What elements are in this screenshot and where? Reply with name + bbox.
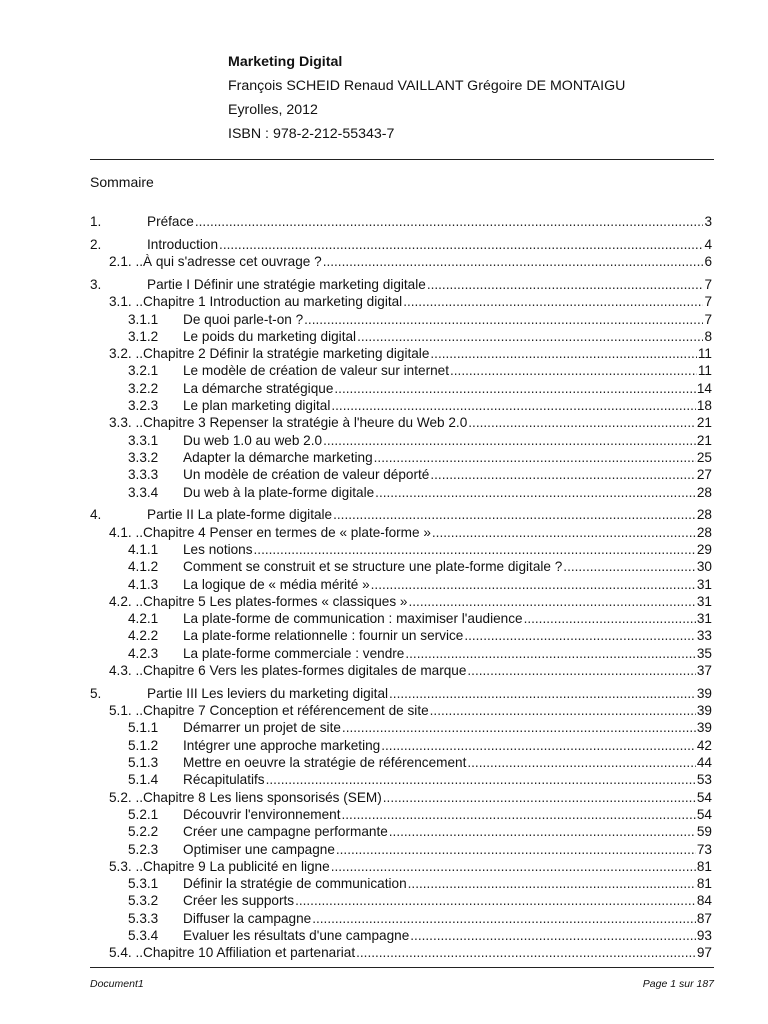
- toc-entry-label: La plate-forme relationnelle : fournir un service: [183, 628, 464, 644]
- toc-entry-number: 3.3.1: [128, 432, 159, 448]
- toc-leader-dots: [464, 627, 696, 644]
- toc-entry-number: 3.2.2: [128, 380, 159, 396]
- toc-entry-number: 5.1. ..: [109, 703, 144, 719]
- toc-entry-page: 54: [696, 789, 712, 805]
- book-authors: François SCHEID Renaud VAILLANT Grégoire DE MONTAIGU: [228, 78, 626, 94]
- toc-entry[interactable]: [128, 754, 712, 771]
- toc-entry-page: 14: [696, 380, 712, 396]
- toc-entry[interactable]: [109, 789, 712, 806]
- toc-entry-number: 4.2.3: [128, 645, 159, 661]
- sommaire-heading: Sommaire: [90, 174, 154, 190]
- toc-entry[interactable]: [109, 944, 712, 961]
- toc-entry[interactable]: [128, 610, 712, 627]
- toc-entry[interactable]: [109, 414, 712, 431]
- toc-entry-page: 30: [696, 559, 712, 575]
- toc-entry-label: Créer une campagne performante: [183, 824, 388, 840]
- book-publisher: Eyrolles, 2012: [228, 102, 318, 118]
- toc-leader-dots: [304, 311, 703, 328]
- footer-page-number: Page 1 sur 187: [642, 978, 714, 990]
- toc-leader-dots: [430, 466, 696, 483]
- toc-leader-dots: [467, 754, 696, 771]
- toc-entry-label: Diffuser la campagne: [183, 910, 312, 926]
- toc-entry-label: Définir la stratégie de communication: [183, 876, 407, 892]
- toc-entry-page: 31: [696, 611, 712, 627]
- toc-entry-page: 53: [696, 772, 712, 788]
- toc-entry-number: 5.1.3: [128, 755, 159, 770]
- toc-entry-label: Préface: [147, 214, 194, 229]
- toc-entry[interactable]: [90, 276, 712, 293]
- toc-entry-number: 5.1.4: [128, 772, 159, 788]
- toc-entry[interactable]: [109, 253, 712, 270]
- toc-entry-number: 3.3.2: [128, 449, 159, 465]
- toc-entry-number: 2.1. ..: [109, 254, 144, 270]
- toc-leader-dots: [432, 524, 696, 541]
- toc-entry-number: 5.3.2: [128, 893, 159, 909]
- toc-leader-dots: [467, 662, 695, 679]
- toc-entry-number: 3.3.3: [128, 467, 159, 483]
- toc-entry[interactable]: [128, 432, 712, 449]
- toc-entry-label: Les notions: [183, 541, 253, 557]
- toc-leader-dots: [403, 293, 703, 310]
- toc-entry-page: 6: [704, 254, 712, 270]
- toc-entry-number: 1.: [90, 214, 102, 229]
- toc-entry[interactable]: [128, 328, 712, 345]
- toc-leader-dots: [524, 610, 696, 627]
- toc-entry[interactable]: [128, 910, 712, 927]
- toc-entry-page: 21: [696, 432, 712, 448]
- toc-entry-label: Chapitre 6 Vers les plates-formes digitales de marque: [143, 663, 467, 678]
- toc-entry-number: 3.1. ..: [109, 294, 144, 310]
- toc-entry[interactable]: [128, 737, 712, 754]
- toc-entry-page: 81: [696, 876, 712, 892]
- toc-leader-dots: [383, 789, 696, 806]
- toc-entry[interactable]: [128, 362, 712, 379]
- toc-entry-page: 28: [696, 484, 712, 500]
- toc-entry-page: 27: [696, 467, 712, 483]
- toc-leader-dots: [331, 397, 696, 414]
- book-isbn: ISBN : 978-2-212-55343-7: [228, 126, 395, 142]
- toc-entry-page: 81: [696, 858, 712, 874]
- toc-entry-label: Optimiser une campagne: [183, 841, 335, 857]
- toc-entry-label: Introduction: [147, 236, 219, 252]
- toc-entry-label: Partie II La plate-forme digitale: [147, 507, 333, 523]
- toc-leader-dots: [450, 362, 697, 379]
- toc-entry-number: 3.2. ..: [109, 346, 144, 362]
- toc-entry-label: Chapitre 5 Les plates-formes « classiques »: [143, 593, 408, 609]
- toc-entry-label: À qui s'adresse cet ouvrage ?: [143, 254, 322, 270]
- toc-entry-number: 3.3.4: [128, 484, 159, 500]
- toc-leader-dots: [342, 719, 696, 736]
- toc-leader-dots: [389, 685, 696, 702]
- toc-entry-page: 31: [696, 576, 712, 592]
- toc-entry-number: 4.1. ..: [109, 524, 144, 540]
- toc-entry-label: Démarrer un projet de site: [183, 720, 341, 736]
- toc-entry-number: 4.1.1: [128, 541, 159, 557]
- toc-entry-number: 5.1.2: [128, 737, 159, 753]
- toc-entry[interactable]: [128, 541, 712, 558]
- toc-entry-label: Du web à la plate-forme digitale: [183, 484, 375, 500]
- toc-entry-label: Chapitre 10 Affiliation et partenariat: [143, 945, 356, 961]
- toc-entry-label: Le modèle de création de valeur sur internet: [183, 363, 449, 379]
- toc-entry-label: Du web 1.0 au web 2.0: [183, 432, 323, 448]
- toc-entry-number: 4.2. ..: [109, 593, 144, 609]
- toc-entry-number: 5.1.1: [128, 720, 159, 736]
- toc-entry-page: 11: [697, 363, 712, 379]
- toc-entry[interactable]: [128, 576, 712, 593]
- toc-entry-label: Partie III Les leviers du marketing digital: [147, 685, 389, 701]
- toc-entry[interactable]: [128, 645, 712, 662]
- toc-entry-number: 3.1.2: [128, 328, 159, 344]
- toc-entry-number: 3.2.3: [128, 398, 159, 413]
- toc-entry-label: De quoi parle-t-on ?: [183, 311, 304, 327]
- toc-entry-label: La plate-forme de communication : maximiser l'audience: [183, 611, 523, 627]
- toc-entry[interactable]: [128, 627, 712, 644]
- toc-leader-dots: [323, 253, 704, 270]
- toc-entry-number: 5.3. ..: [109, 858, 144, 874]
- toc-entry-page: 37: [696, 663, 712, 678]
- toc-leader-dots: [371, 576, 696, 593]
- toc-entry[interactable]: [128, 719, 712, 736]
- toc-entry-label: Chapitre 3 Repenser la stratégie à l'heure du Web 2.0: [143, 415, 468, 431]
- toc-leader-dots: [333, 506, 696, 523]
- toc-entry-page: 42: [696, 737, 712, 753]
- toc-leader-dots: [410, 927, 696, 944]
- toc-entry[interactable]: [128, 927, 712, 944]
- toc-leader-dots: [374, 449, 696, 466]
- toc-leader-dots: [430, 345, 696, 362]
- toc-entry-page: 11: [697, 346, 712, 362]
- toc-entry-number: 5.4. ..: [109, 945, 144, 961]
- toc-entry-page: 84: [696, 893, 712, 909]
- toc-entry[interactable]: [128, 771, 712, 788]
- toc-leader-dots: [219, 236, 703, 253]
- toc-entry[interactable]: [128, 380, 712, 397]
- toc-entry-label: Intégrer une approche marketing: [183, 737, 381, 753]
- toc-entry-page: 28: [696, 524, 712, 540]
- toc-entry-page: 35: [696, 645, 712, 661]
- toc-entry-label: Le poids du marketing digital: [183, 328, 357, 344]
- footer-document-name: Document1: [90, 978, 144, 990]
- toc-entry-label: La plate-forme commerciale : vendre: [183, 645, 405, 661]
- toc-entry-label: Découvrir l'environnement: [183, 806, 341, 822]
- toc-entry[interactable]: [90, 236, 712, 253]
- toc-entry[interactable]: [128, 841, 712, 858]
- toc-entry-page: 93: [696, 928, 712, 943]
- toc-leader-dots: [389, 823, 696, 840]
- toc-entry-number: 4.1.2: [128, 559, 159, 575]
- toc-leader-dots: [356, 944, 696, 961]
- toc-entry[interactable]: [90, 685, 712, 702]
- toc-entry-label: Chapitre 9 La publicité en ligne: [143, 858, 330, 874]
- toc-entry-label: Chapitre 8 Les liens sponsorisés (SEM): [143, 789, 382, 805]
- toc-entry-page: 39: [696, 703, 712, 719]
- toc-entry-number: 4.: [90, 507, 102, 523]
- toc-entry[interactable]: [109, 345, 712, 362]
- toc-entry-page: 21: [696, 415, 712, 431]
- toc-entry[interactable]: [128, 875, 712, 892]
- toc-entry-number: 4.3. ..: [109, 663, 144, 678]
- toc-entry-label: Mettre en oeuvre la stratégie de référencement: [183, 755, 467, 770]
- toc-entry[interactable]: [109, 524, 712, 541]
- toc-leader-dots: [312, 910, 696, 927]
- toc-entry-label: Chapitre 2 Définir la stratégie marketing digitale: [143, 346, 430, 362]
- toc-entry[interactable]: [128, 892, 712, 909]
- toc-entry-number: 2.: [90, 236, 102, 252]
- toc-leader-dots: [357, 328, 703, 345]
- toc-entry-page: 33: [696, 628, 712, 644]
- toc-entry-page: 44: [696, 755, 712, 770]
- toc-entry[interactable]: [128, 558, 712, 575]
- toc-entry-label: Partie I Définir une stratégie marketing digitale: [147, 276, 426, 292]
- toc-entry-number: 5.: [90, 685, 102, 701]
- toc-entry-number: 5.2.3: [128, 841, 159, 857]
- toc-entry-number: 4.2.1: [128, 611, 159, 627]
- toc-entry-label: Récapitulatifs: [183, 772, 265, 788]
- toc-entry-label: Evaluer les résultats d'une campagne: [183, 928, 410, 943]
- toc-entry[interactable]: [109, 662, 712, 679]
- toc-entry-number: 3.3. ..: [109, 415, 144, 431]
- toc-entry-page: 18: [696, 398, 712, 413]
- toc-entry[interactable]: [90, 213, 712, 230]
- toc-entry-page: 7: [704, 294, 712, 310]
- toc-leader-dots: [254, 541, 696, 558]
- toc-entry-number: 5.3.3: [128, 910, 159, 926]
- toc-leader-dots: [295, 892, 696, 909]
- toc-leader-dots: [381, 737, 696, 754]
- toc-entry-number: 5.2.2: [128, 824, 159, 840]
- toc-entry-page: 28: [696, 507, 712, 523]
- toc-entry[interactable]: [109, 702, 712, 719]
- toc-entry-page: 97: [696, 945, 712, 961]
- toc-entry-label: Chapitre 4 Penser en termes de « plate-forme »: [143, 524, 431, 540]
- toc-entry-number: 3.2.1: [128, 363, 159, 379]
- toc-leader-dots: [334, 380, 695, 397]
- toc-entry-number: 4.1.3: [128, 576, 159, 592]
- toc-entry-number: 5.2. ..: [109, 789, 144, 805]
- toc-leader-dots: [375, 484, 696, 501]
- toc-entry-page: 73: [696, 841, 712, 857]
- toc-leader-dots: [563, 558, 696, 575]
- toc-leader-dots: [427, 276, 704, 293]
- toc-entry-number: 3.: [90, 276, 102, 292]
- toc-entry-page: 29: [696, 541, 712, 557]
- book-title: Marketing Digital: [228, 54, 343, 70]
- toc-entry[interactable]: [128, 484, 712, 501]
- toc-entry-page: 25: [696, 449, 712, 465]
- toc-entry[interactable]: [109, 858, 712, 875]
- toc-entry-page: 7: [704, 276, 712, 292]
- toc-entry[interactable]: [128, 311, 712, 328]
- toc-entry-page: 31: [696, 593, 712, 609]
- toc-leader-dots: [408, 593, 695, 610]
- toc-leader-dots: [405, 645, 696, 662]
- toc-entry-number: 5.2.1: [128, 806, 159, 822]
- toc-entry-page: 4: [704, 236, 712, 252]
- toc-entry-label: Créer les supports: [183, 893, 295, 909]
- toc-leader-dots: [331, 858, 696, 875]
- toc-entry[interactable]: [109, 593, 712, 610]
- toc-leader-dots: [408, 875, 696, 892]
- toc-entry-page: 3: [704, 214, 712, 229]
- toc-entry-page: 59: [696, 824, 712, 840]
- toc-entry-label: Un modèle de création de valeur déporté: [183, 467, 430, 483]
- toc-entry[interactable]: [90, 506, 712, 523]
- toc-entry-label: Le plan marketing digital: [183, 398, 331, 413]
- toc-leader-dots: [341, 806, 695, 823]
- toc-entry[interactable]: [128, 466, 712, 483]
- toc-leader-dots: [266, 771, 696, 788]
- toc-entry[interactable]: [109, 293, 712, 310]
- toc-entry-number: 5.3.4: [128, 928, 159, 943]
- footer-divider: [90, 967, 714, 968]
- toc-entry-page: 87: [696, 910, 712, 926]
- toc-entry[interactable]: [128, 823, 712, 840]
- toc-entry-page: 54: [696, 806, 712, 822]
- toc-entry-number: 5.3.1: [128, 876, 159, 892]
- toc-entry-label: Comment se construit et se structure une plate-forme digitale ?: [183, 559, 563, 575]
- toc-leader-dots: [323, 432, 696, 449]
- toc-leader-dots: [195, 213, 704, 230]
- toc-entry[interactable]: [128, 397, 712, 414]
- toc-leader-dots: [468, 414, 696, 431]
- toc-entry-number: 3.1.1: [128, 311, 159, 327]
- toc-entry-number: 4.2.2: [128, 628, 159, 644]
- toc-entry-page: 39: [696, 720, 712, 736]
- toc-entry-label: Chapitre 7 Conception et référencement de site: [143, 703, 429, 719]
- toc-entry-label: La logique de « média mérité »: [183, 576, 370, 592]
- toc-leader-dots: [336, 841, 696, 858]
- toc-entry[interactable]: [128, 806, 712, 823]
- toc-entry-page: 8: [704, 328, 712, 344]
- toc-entry[interactable]: [128, 449, 712, 466]
- toc-leader-dots: [430, 702, 696, 719]
- toc-entry-label: Chapitre 1 Introduction au marketing digital: [143, 294, 403, 310]
- toc-entry-page: 7: [704, 311, 712, 327]
- toc-entry-page: 39: [696, 685, 712, 701]
- toc-entry-label: La démarche stratégique: [183, 380, 334, 396]
- toc-entry-label: Adapter la démarche marketing: [183, 449, 373, 465]
